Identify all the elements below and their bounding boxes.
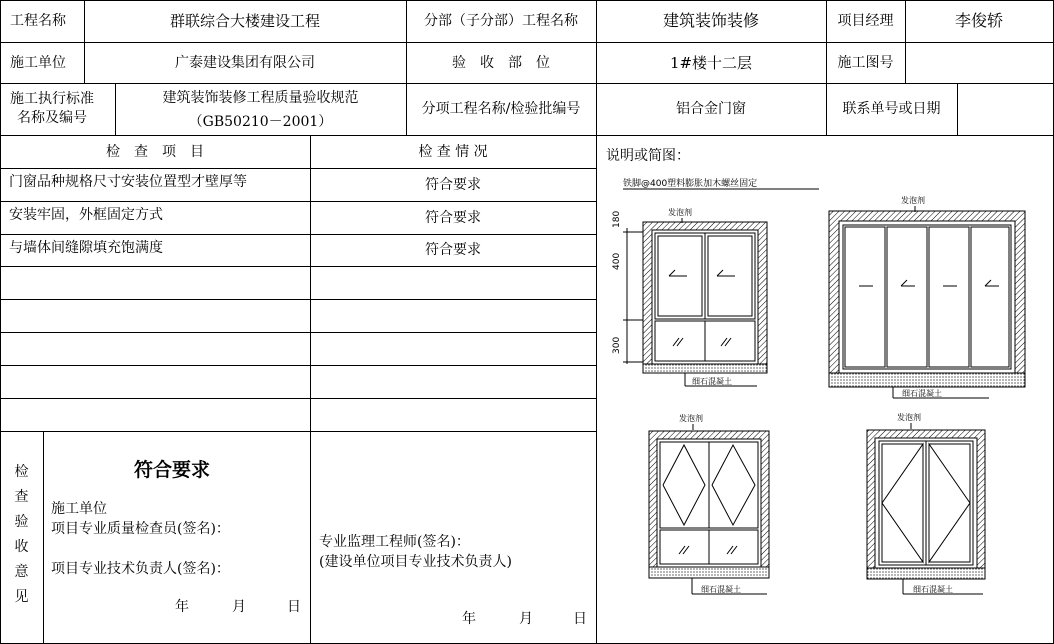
acceptance-location: 1#楼十二层 (669, 53, 753, 72)
opinion-side-label: 收 (14, 539, 29, 555)
owner-tech-lead-label: (建设单位项目专业技术负责人) (319, 554, 512, 570)
tech-lead-signature-label: 项目专业技术负责人(签名)： (51, 561, 230, 577)
foam-label: 发泡剂 (668, 208, 692, 217)
opinion-side-label: 意 (14, 564, 29, 580)
supervisor-signature-label: 专业监理工程师(签名)： (319, 534, 470, 550)
concrete-label: 细石混凝土 (692, 377, 732, 386)
check-status (310, 398, 596, 431)
project-name: 群联综合大楼建设工程 (169, 12, 320, 30)
sub-project: 建筑装饰装修 (662, 11, 759, 30)
date-month-label: 月 (232, 599, 246, 615)
date-year-label: 年 (175, 599, 189, 615)
check-item: 门窗品种规格尺寸安装位置型才壁厚等 (9, 173, 247, 190)
concrete-strip (867, 568, 985, 579)
sub-project-label: 分部（子分部）工程名称 (424, 13, 578, 29)
inspector-signature-label: 项目专业质量检查员(签名)： (51, 521, 230, 537)
check-status: 符合要求 (425, 242, 481, 258)
check-status: 符合要求 (425, 176, 481, 193)
col-header-item: 检 查 项 目 (106, 143, 204, 160)
dimension-label: 300 (612, 336, 622, 354)
check-status (310, 299, 596, 332)
foam-label: 发泡剂 (901, 196, 925, 205)
check-status (310, 266, 596, 299)
concrete-label: 细石混凝土 (701, 585, 741, 594)
date-month-label: 月 (519, 611, 533, 627)
check-item: 安装牢固，外框固定方式 (9, 206, 163, 223)
opinion-side-label: 见 (14, 589, 29, 605)
opinion-side-label: 查 (14, 489, 29, 505)
drawing-no (905, 42, 1053, 83)
sketch-frame-top-right (829, 195, 1025, 398)
builder-unit-label: 施工单位 (51, 501, 107, 517)
manager-name: 李俊轿 (954, 11, 1003, 30)
door-window-sketch (597, 136, 1054, 642)
date-day-label: 日 (573, 611, 587, 627)
concrete-strip (649, 567, 769, 578)
item-name: 铝合金门窗 (676, 101, 746, 117)
date-year-label: 年 (462, 611, 476, 627)
item-label: 分项工程名称/检验批编号 (421, 101, 581, 117)
fixing-note: 铁脚@400塑料膨胀加木螺丝固定 (623, 179, 758, 189)
check-status: 符合要求 (425, 209, 481, 226)
dimension-label: 180 (612, 210, 622, 228)
concrete-label: 细石混凝土 (902, 389, 942, 398)
concrete-strip (643, 364, 767, 373)
date-day-label: 日 (287, 599, 301, 615)
sketch-frame-bottom-left (649, 413, 769, 594)
concrete-label: 细石混凝土 (913, 585, 953, 594)
drawing-no-label: 施工图号 (837, 54, 894, 71)
check-status (310, 365, 596, 398)
manager-label: 项目经理 (837, 13, 894, 29)
standard-label: 施工执行标准 (10, 91, 94, 107)
sketch-frame-bottom-right (867, 412, 985, 594)
standard-name: 建筑装饰装修工程质量验收规范 (162, 90, 359, 106)
standard-code: （GB50210－2001） (188, 114, 333, 130)
concrete-strip (829, 373, 1025, 387)
check-status (310, 332, 596, 365)
foam-label: 发泡剂 (679, 414, 703, 423)
dimension-label: 400 (612, 252, 622, 270)
builder-label: 施工单位 (10, 54, 66, 71)
check-item: 与墙体间缝隙填充饱满度 (9, 239, 163, 256)
opinion-side-label: 检 (14, 464, 29, 480)
opinion-result: 符合要求 (134, 459, 211, 481)
contact (957, 83, 1053, 135)
sketch-frame-top-left (612, 207, 767, 386)
acceptance-label: 验 收 部 位 (452, 54, 550, 71)
project-name-label: 工程名称 (10, 13, 66, 29)
foam-label: 发泡剂 (897, 413, 921, 422)
col-header-status: 检 查 情 况 (418, 143, 488, 160)
opinion-side-label: 验 (14, 514, 29, 530)
col-divider (43, 431, 44, 643)
builder: 广泰建设集团有限公司 (175, 54, 315, 71)
standard-label: 名称及编号 (17, 110, 87, 126)
row-divider (0, 431, 596, 432)
contact-label: 联系单号或日期 (842, 101, 941, 117)
sketch-title: 说明或简图： (606, 148, 690, 164)
